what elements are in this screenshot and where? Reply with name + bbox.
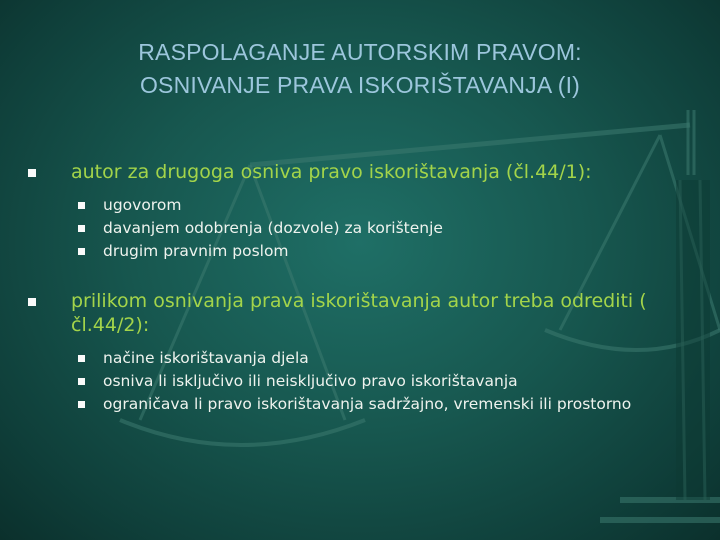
bullet-item-level2: [28, 370, 688, 393]
square-bullet-icon: [78, 202, 85, 209]
bullet-item-level2: [28, 194, 688, 217]
square-bullet-icon: [78, 401, 85, 408]
bullet-text: drugim pravnim poslom: [103, 242, 289, 260]
bullet-text: autor za drugoga osniva pravo iskorištavanja (čl.44/1):: [71, 161, 592, 183]
title-line-2: OSNIVANJE PRAVA ISKORIŠTAVANJA (I): [139, 72, 581, 98]
bullet-text: osniva li isključivo ili neisključivo pravo iskorištavanja: [103, 372, 518, 390]
square-bullet-icon: [78, 378, 85, 385]
bullet-text: načine iskorištavanja djela: [103, 349, 309, 367]
title-line-1: RASPOLAGANJE AUTORSKIM PRAVOM:: [138, 39, 582, 65]
slide-title: [0, 36, 720, 102]
bullet-item-level2: [28, 347, 688, 370]
square-bullet-icon: [78, 248, 85, 255]
bullet-item-level2: [28, 240, 688, 263]
bullet-text: ugovorom: [103, 196, 182, 214]
bullet-item-level2: [28, 217, 688, 240]
slide-content: [28, 160, 688, 416]
bullet-item-level1: [28, 160, 688, 184]
bullet-text: prilikom osnivanja prava iskorištavanja autor treba odrediti ( čl.44/2):: [71, 290, 647, 336]
square-bullet-icon: [78, 225, 85, 232]
square-bullet-icon: [28, 169, 36, 177]
bullet-item-level1: [28, 289, 688, 337]
square-bullet-icon: [78, 355, 85, 362]
square-bullet-icon: [28, 298, 36, 306]
bullet-item-level2: [28, 393, 688, 416]
bullet-text: davanjem odobrenja (dozvole) za korištenje: [103, 219, 443, 237]
bullet-text: ograničava li pravo iskorištavanja sadržajno, vremenski ili prostorno: [103, 395, 632, 413]
